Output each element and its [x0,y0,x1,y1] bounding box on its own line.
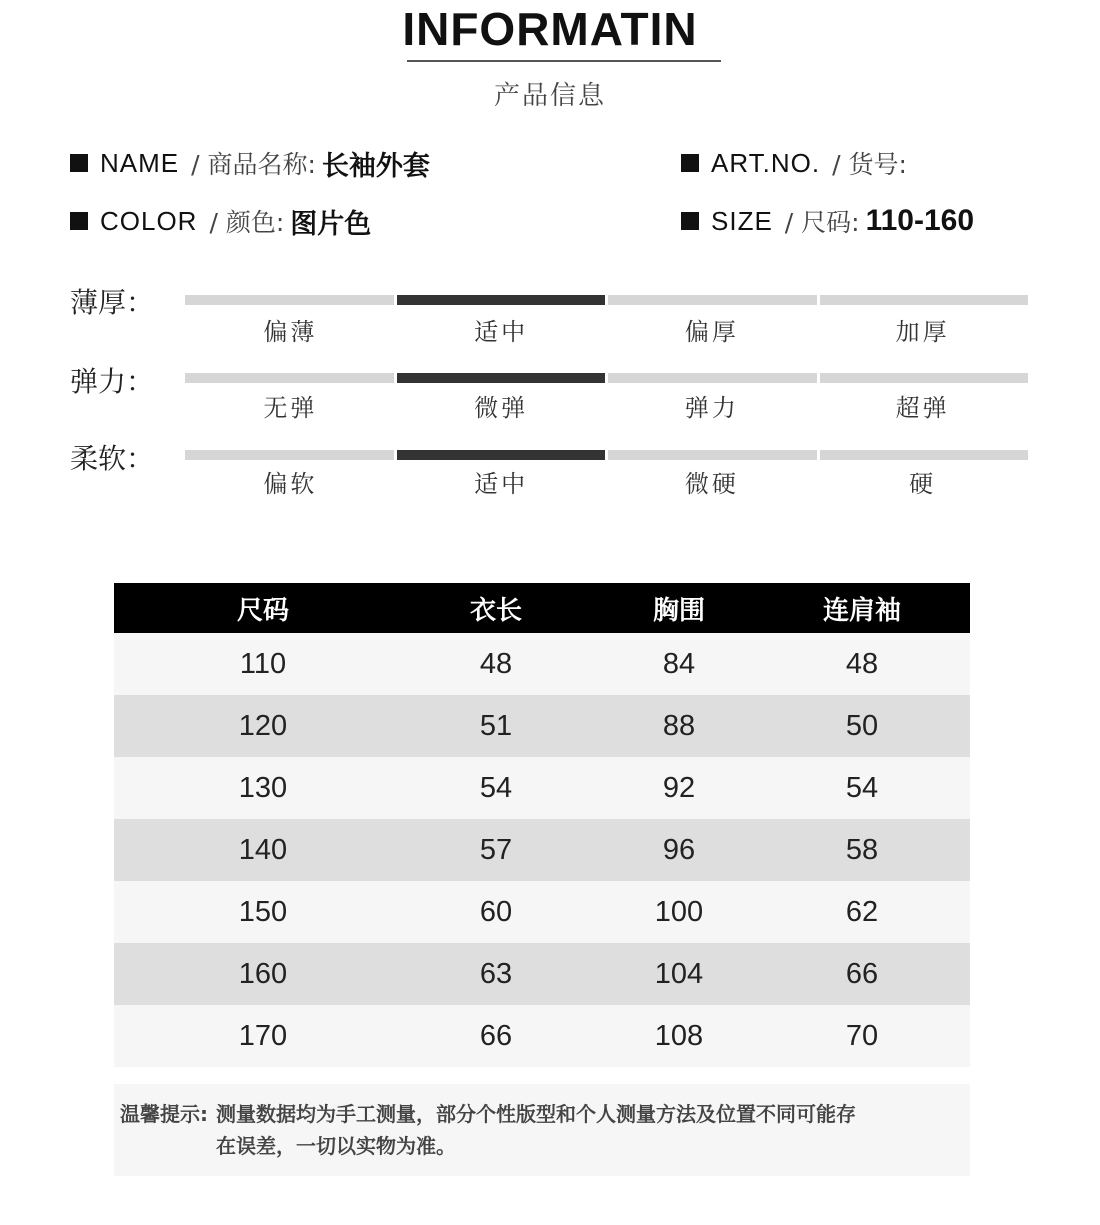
table-row [114,881,970,943]
table-cell: 66 [845,957,879,990]
table-cell: 108 [654,1019,704,1052]
property-thickness-label: 薄厚： [70,286,155,319]
size-table [114,583,970,1067]
elasticity-segment [820,373,1029,383]
table-row [114,819,970,881]
property-elasticity-options [185,388,1028,423]
table-cell: 150 [238,895,288,928]
table-cell: 62 [845,895,879,928]
elasticity-segment [397,373,606,383]
column-header: 衣长 [469,595,522,626]
color-label-en: COLOR [100,205,198,236]
table-cell: 66 [479,1019,513,1052]
elasticity-option: 微弹 [474,394,529,422]
softness-segment [820,450,1029,460]
size-label-en: SIZE [711,205,773,236]
elasticity-segment [185,373,394,383]
square-bullet-icon [681,154,699,172]
table-cell: 96 [662,833,696,866]
table-cell: 140 [238,833,288,866]
property-softness-options [185,464,1028,499]
table-cell: 58 [845,833,879,866]
note-label: 温馨提示: [120,1102,208,1126]
name-label-cn: / 商品名称: [191,150,316,179]
thickness-segment [820,295,1029,305]
softness-segment [397,450,606,460]
column-header: 尺码 [236,595,289,626]
measurement-note [114,1084,970,1176]
square-bullet-icon [70,154,88,172]
art-label-cn: / 货号: [832,150,907,179]
size-value: 110-160 [865,204,975,237]
note-text-2: 在误差，一切以实物为准。 [216,1134,456,1158]
square-bullet-icon [70,212,88,230]
softness-segment [185,450,394,460]
property-thickness-track [185,295,1028,305]
info-color-row [70,201,371,241]
thickness-segment [185,295,394,305]
softness-option: 硬 [909,470,937,498]
elasticity-option: 弹力 [684,394,739,422]
size-label-cn: / 尺码: [784,208,860,237]
table-row [114,1005,970,1067]
table-cell: 48 [479,647,513,680]
property-elasticity-track [185,373,1028,383]
page-title: INFORMATIN [402,3,698,55]
column-header: 连肩袖 [822,595,901,626]
color-value: 图片色 [290,208,372,240]
table-row [114,695,970,757]
name-label-en: NAME [100,147,180,178]
elasticity-option: 超弹 [895,394,950,422]
table-cell: 160 [238,957,288,990]
page-subtitle: 产品信息 [493,81,606,111]
property-softness-label: 柔软： [70,442,155,475]
table-cell: 48 [845,647,879,680]
info-size-row [681,201,974,241]
property-elasticity-label: 弹力： [70,365,155,398]
name-value: 长袖外套 [321,150,430,182]
thickness-option: 偏薄 [263,318,318,346]
softness-option: 偏软 [263,470,318,498]
table-cell: 170 [238,1019,288,1052]
color-label-cn: / 颜色: [209,208,285,237]
property-thickness-options [185,312,1028,347]
table-cell: 130 [238,771,288,804]
softness-segment [608,450,817,460]
table-cell: 60 [479,895,513,928]
table-cell: 51 [479,709,513,742]
note-line-1 [120,1098,962,1130]
thickness-option: 适中 [474,318,529,346]
thickness-segment [397,295,606,305]
elasticity-segment [608,373,817,383]
property-softness-track [185,450,1028,460]
table-row [114,943,970,1005]
note-line-2 [120,1130,962,1162]
table-cell: 63 [479,957,513,990]
table-cell: 70 [845,1019,879,1052]
softness-option: 适中 [474,470,529,498]
thickness-option: 偏厚 [684,318,739,346]
size-table-header [114,583,970,633]
thickness-option: 加厚 [895,318,950,346]
thickness-segment [608,295,817,305]
art-label-en: ART.NO. [711,147,821,178]
table-cell: 100 [654,895,704,928]
table-row [114,633,970,695]
title-underline [407,60,721,62]
column-header: 胸围 [652,595,705,626]
info-art-row [681,143,913,183]
elasticity-option: 无弹 [263,394,318,422]
table-cell: 104 [654,957,704,990]
note-text-1: 测量数据均为手工测量，部分个性版型和个人测量方法及位置不同可能存 [216,1102,856,1126]
table-cell: 54 [479,771,513,804]
square-bullet-icon [681,212,699,230]
table-cell: 54 [845,771,879,804]
table-cell: 88 [662,709,696,742]
table-cell: 84 [662,647,696,680]
table-cell: 120 [238,709,288,742]
table-cell: 50 [845,709,879,742]
info-name-row [70,143,430,183]
softness-option: 微硬 [684,470,739,498]
table-cell: 57 [479,833,513,866]
table-cell: 110 [239,647,287,680]
table-cell: 92 [662,771,696,804]
table-row [114,757,970,819]
